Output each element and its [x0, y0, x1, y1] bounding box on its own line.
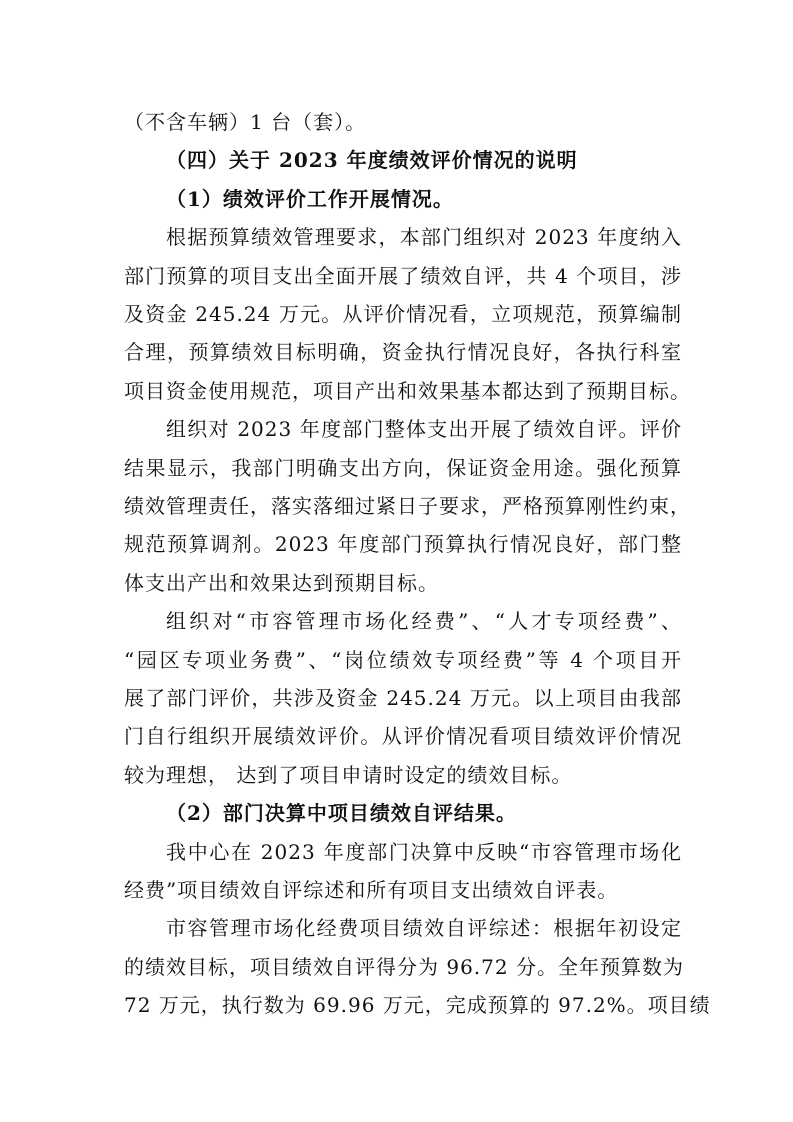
- paragraph-line: 及资金 245.24 万元。从评价情况看，立项规范，预算编制: [124, 302, 682, 326]
- section-heading: （四）关于 2023 年度绩效评价情况的说明: [166, 148, 578, 173]
- paragraph-line: 体支出产出和效果达到预期目标。: [124, 570, 439, 595]
- paragraph-line: 部门预算的项目支出全面开展了绩效自评，共 4 个项目，涉: [124, 263, 682, 288]
- paragraph-line: （不含车辆）1 台（套）。: [124, 110, 367, 134]
- paragraph-line: 我中心在 2023 年度部门决算中反映“市容管理市场化: [166, 839, 682, 864]
- paragraph-line: 展了部门评价，共涉及资金 245.24 万元。以上项目由我部: [124, 686, 682, 710]
- paragraph-line: 门自行组织开展绩效评价。从评价情况看项目绩效评价情况: [124, 724, 682, 749]
- paragraph-line: 合理，预算绩效目标明确，资金执行情况良好，各执行科室: [124, 340, 682, 365]
- paragraph-line: 72 万元，执行数为 69.96 万元，完成预算的 97.2%。项目绩: [124, 993, 711, 1018]
- paragraph-line: 的绩效目标，项目绩效自评得分为 96.72 分。全年预算数为: [124, 954, 684, 979]
- paragraph-line: 根据预算绩效管理要求，本部门组织对 2023 年度纳入: [166, 225, 682, 250]
- paragraph-line: 组织对“市容管理市场化经费”、“人才专项经费”、: [166, 609, 682, 634]
- paragraph-line: 市容管理市场化经费项目绩效自评综述：根据年初设定: [166, 916, 682, 941]
- paragraph-line: 较为理想， 达到了项目申请时设定的绩效目标。: [124, 762, 573, 787]
- paragraph-line: 规范预算调剂。2023 年度部门预算执行情况良好，部门整: [124, 532, 682, 557]
- paragraph-line: “园区专项业务费”、“岗位绩效专项经费”等 4 个项目开: [124, 647, 682, 672]
- section-heading: （1）绩效评价工作开展情况。: [166, 186, 454, 211]
- paragraph-line: 项目资金使用规范，项目产出和效果基本都达到了预期目标。: [124, 378, 691, 403]
- paragraph-line: 经费”项目绩效自评综述和所有项目支出绩效自评表。: [124, 878, 619, 902]
- paragraph-line: 绩效管理责任，落实落细过紧日子要求，严格预算刚性约束，: [124, 494, 691, 518]
- paragraph-line: 组织对 2023 年度部门整体支出开展了绩效自评。评价: [166, 417, 682, 442]
- paragraph-line: 结果显示，我部门明确支出方向，保证资金用途。强化预算: [124, 455, 682, 480]
- section-heading: （2）部门决算中项目绩效自评结果。: [166, 801, 517, 826]
